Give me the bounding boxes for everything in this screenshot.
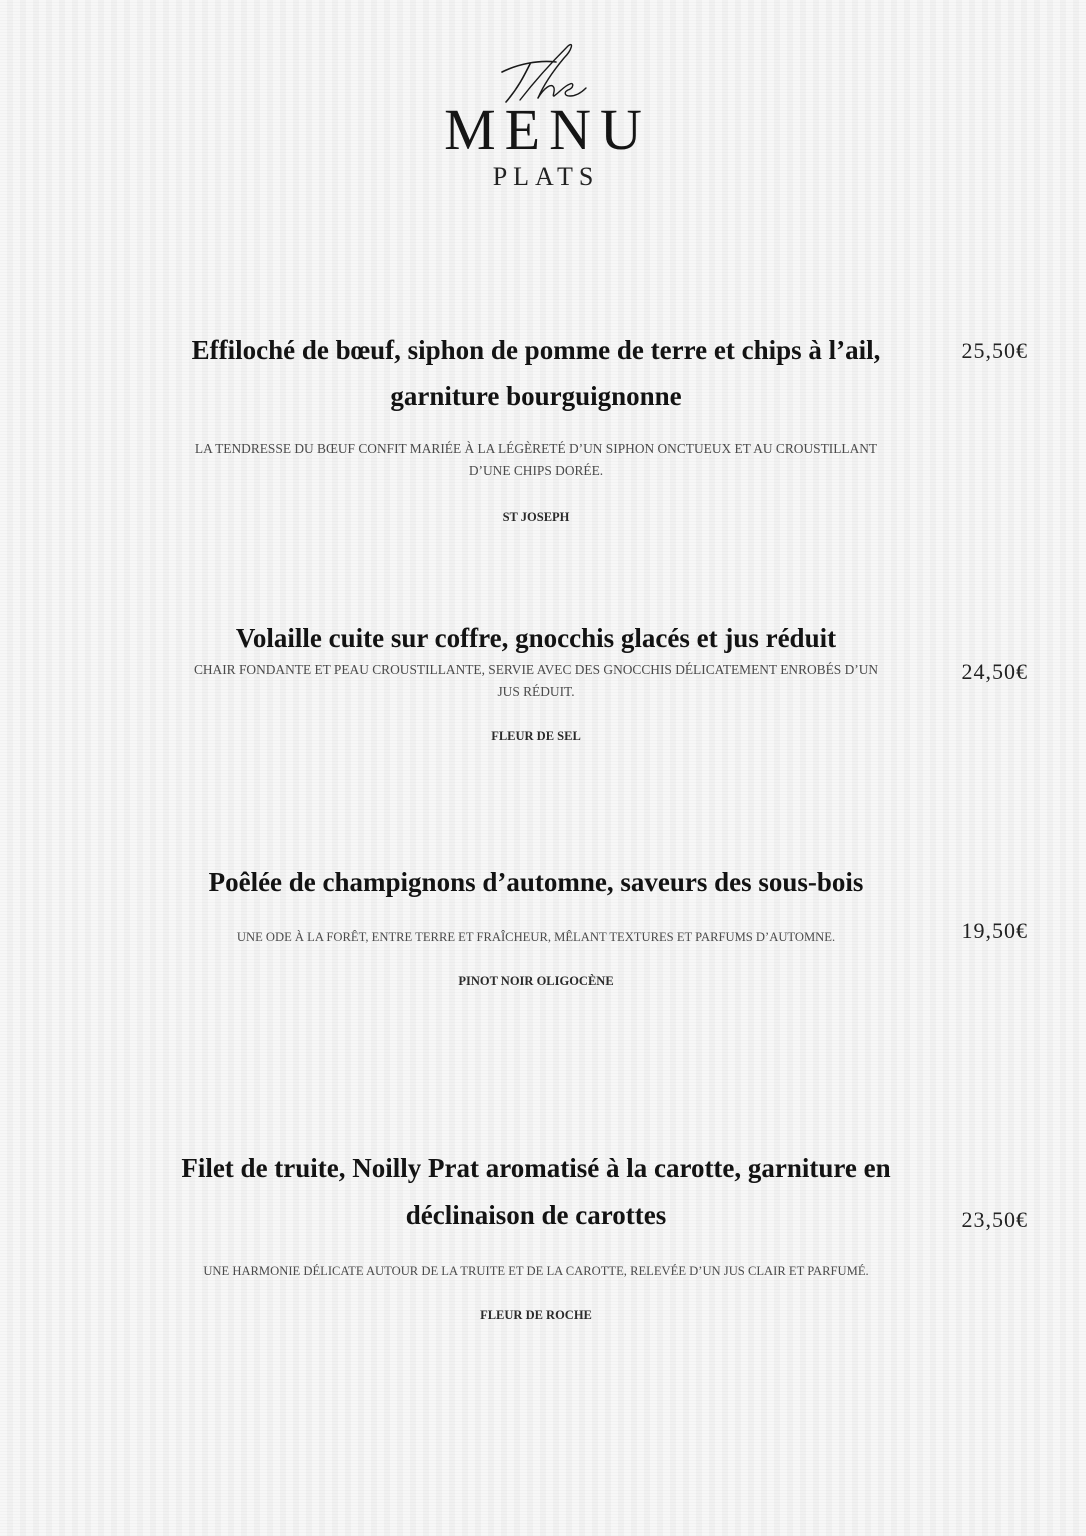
dish-wine-pairing: FLEUR DE ROCHE: [480, 1308, 592, 1322]
dish-price: 25,50€: [961, 338, 1028, 363]
dish-title-line2: déclinaison de carottes: [405, 1200, 667, 1230]
dish-title-line1: Effiloché de bœuf, siphon de pomme de terre et chips à l’ail,: [191, 335, 881, 365]
dish-title-line1: Filet de truite, Noilly Prat aromatisé à la carotte, garniture en: [181, 1153, 891, 1183]
dish-price: 24,50€: [961, 659, 1028, 684]
dish-wine-pairing: PINOT NOIR OLIGOCÈNE: [458, 974, 614, 988]
dish-title-line1: Volaille cuite sur coffre, gnocchis glacés et jus réduit: [235, 623, 837, 653]
dish-description-line2: JUS RÉDUIT.: [497, 684, 575, 699]
dish-wine-pairing: ST JOSEPH: [502, 510, 570, 524]
dish-description-line1: UNE ODE À LA FORÊT, ENTRE TERRE ET FRAÎCHEUR, MÊLANT TEXTURES ET PARFUMS D’AUTOMNE.: [236, 930, 836, 944]
dish-description-line1: UNE HARMONIE DÉLICATE AUTOUR DE LA TRUITE ET DE LA CAROTTE, RELEVÉE D’UN JUS CLAIR ET PARFUMÉ.: [203, 1264, 869, 1278]
dish-title-line2: garniture bourguignonne: [390, 381, 682, 411]
menu-header: [0, 40, 1086, 200]
menu-subtitle: PLATS: [492, 162, 600, 191]
dish-title-line1: Poêlée de champignons d’automne, saveurs des sous-bois: [208, 867, 864, 897]
dish-price: 23,50€: [961, 1207, 1028, 1232]
dish-price: 19,50€: [961, 918, 1028, 943]
menu-title: MENU: [444, 97, 651, 162]
dish-description-line2: D’UNE CHIPS DORÉE.: [468, 463, 604, 478]
dish-description-line1: CHAIR FONDANTE ET PEAU CROUSTILLANTE, SERVIE AVEC DES GNOCCHIS DÉLICATEMENT ENROBÉS D’UN: [193, 662, 879, 677]
dish-wine-pairing: FLEUR DE SEL: [491, 729, 581, 743]
dish-description-line1: LA TENDRESSE DU BŒUF CONFIT MARIÉE À LA LÉGÈRETÉ D’UN SIPHON ONCTUEUX ET AU CROUSTILLANT: [194, 441, 878, 456]
